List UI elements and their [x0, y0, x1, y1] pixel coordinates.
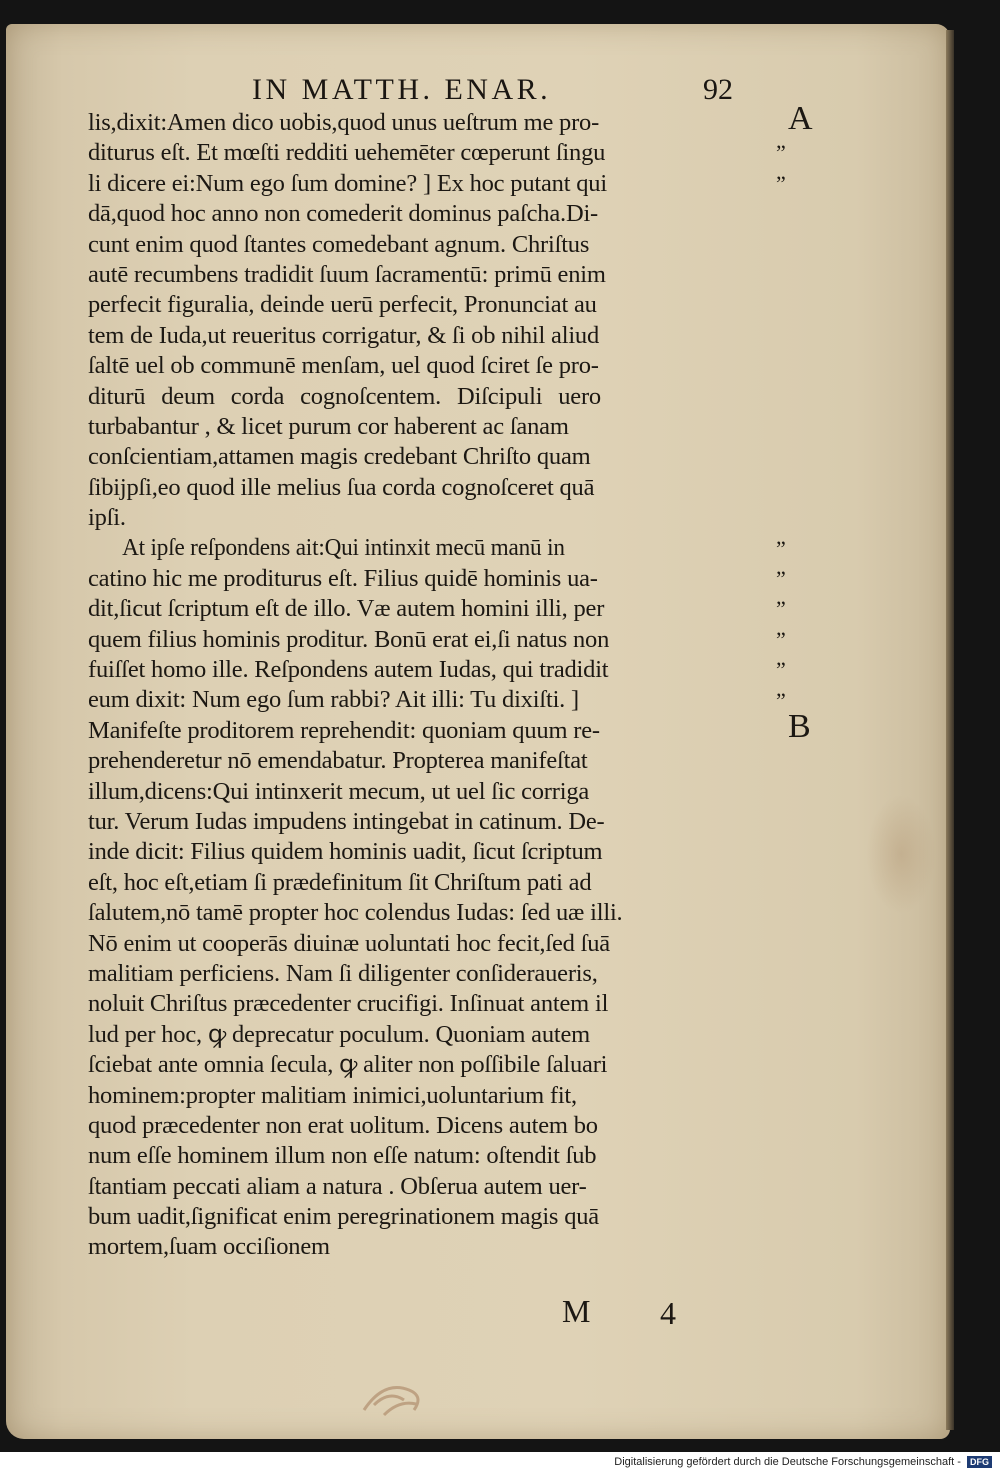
text-line: turbabantur , & licet purum cor haberent ac ſanam — [88, 412, 569, 440]
text-line: diturus eſt. Et mœſti redditi uehemēter cœperunt ſingu — [88, 139, 606, 167]
quire-number: 4 — [660, 1295, 676, 1331]
text-line: ſtantiam peccati aliam a natura . Obſerua autem uer- — [88, 1172, 587, 1200]
text-line: fuiſſet homo ille. Reſpondens autem Iudas, qui tradidit — [88, 656, 609, 684]
signature-mark: M — [562, 1293, 591, 1329]
main-text-block — [88, 108, 768, 1263]
text-line: bum uadit,ſignificat enim peregrinationem magis quā — [88, 1203, 599, 1231]
text-line: malitiam perficiens. Nam ſi diligenter conſideraueris, — [88, 959, 598, 987]
credit-text: Digitalisierung gefördert durch die Deutsche Forschungsgemeinschaft - — [614, 1456, 961, 1468]
quotation-mark: ” — [776, 596, 786, 622]
text-line: ipſi. — [88, 504, 126, 532]
page-edge-shadow — [946, 30, 954, 1430]
quotation-mark: ” — [776, 657, 786, 683]
quotation-mark: ” — [776, 687, 786, 713]
text-line: conſcientiam,attamen magis credebant Chriſto quam — [88, 443, 591, 471]
text-line: dit,ſicut ſcriptum eſt de illo. Væ autem homini illi, per — [88, 595, 605, 623]
text-line: quem filius hominis proditur. Bonū erat ei,ſi natus non — [88, 625, 610, 653]
text-line: At ipſe reſpondens ait:Qui intinxit mecū manū in — [122, 534, 565, 562]
text-line: ſaltē uel ob communē menſam, uel quod ſciret ſe pro- — [88, 352, 599, 380]
text-line: Nō enim ut cooperās diuinæ uoluntati hoc fecit,ſed ſuā — [88, 929, 610, 957]
text-line: inde dicit: Filius quidem hominis uadit, ſicut ſcriptum — [88, 838, 603, 866]
text-line: cunt enim quod ſtantes comedebant agnum. Chriſtus — [88, 230, 590, 258]
quotation-mark: ” — [776, 535, 786, 561]
text-line: Manifeſte proditorem reprehendit: quoniam quum re- — [88, 716, 600, 744]
text-line: eum dixit: Num ego ſum rabbi? Ait illi: Tu dixiſti. ] — [88, 686, 579, 714]
text-line: perfecit figuralia, deinde uerū perfecit, Pronunciat au — [88, 291, 597, 319]
text-line: ſciebat ante omnia ſecula, ꝙ aliter non poſſibile ſaluari — [88, 1051, 608, 1079]
text-line: lis,dixit:Amen dico uobis,quod unus ueſtrum me pro- — [88, 109, 600, 136]
text-line: ſibijpſi,eo quod ille melius ſua corda cognoſceret quā — [88, 473, 595, 501]
text-line: tem de Iuda,ut reueritus corrigatur, & ſi ob nihil aliud — [88, 321, 600, 349]
text-line: num eſſe hominem illum non eſſe natum: oſtendit ſub — [88, 1142, 597, 1170]
text-line: diturū deum corda cognoſcentem. Diſcipuli uero — [88, 382, 601, 410]
text-line: noluit Chriſtus præcedenter crucifigi. Inſinuat antem il — [88, 990, 609, 1018]
dfg-logo-icon: DFG — [967, 1456, 992, 1468]
text-line: li dicere ei:Num ego ſum domine? ] Ex hoc putant qui — [88, 169, 607, 197]
quotation-mark: ” — [776, 566, 786, 591]
ornament-icon — [354, 1360, 434, 1420]
text-line: prehenderetur nō emendabatur. Propterea manifeſtat — [88, 747, 588, 775]
digitization-credit — [614, 1456, 992, 1468]
text-line: catino hic me proditurus eſt. Filius quidē hominis ua- — [88, 564, 598, 592]
quotation-mark: ” — [776, 626, 786, 652]
quotation-mark: ” — [776, 140, 786, 166]
text-line: tur. Verum Iudas impudens intingebat in catinum. De- — [88, 807, 605, 835]
section-letter: A — [788, 100, 813, 137]
running-head: IN MATTH. ENAR. — [252, 73, 552, 106]
page-footer — [0, 1293, 1000, 1337]
text-line: autē recumbens tradidit ſuum ſacramentū: primū enim — [88, 260, 606, 288]
text-line: hominem:propter malitiam inimici,uoluntarium fit, — [88, 1081, 577, 1109]
text-line: quod præcedenter non erat uolitum. Dicens autem bo — [88, 1111, 598, 1139]
quotation-mark: ” — [776, 170, 786, 196]
text-line: illum,dicens:Qui intinxerit mecum, ut uel ſic corriga — [88, 777, 590, 805]
text-line: eſt, hoc eſt,etiam ſi prædefinitum ſit Chriſtum pati ad — [88, 868, 592, 896]
section-letter: B — [788, 708, 811, 745]
text-line: dā,quod hoc anno non comederit dominus paſcha.Di- — [88, 200, 599, 228]
text-line: mortem,ſuam occiſionem — [88, 1233, 330, 1261]
text-line: ſalutem,nō tamē propter hoc colendus Iudas: ſed uæ illi. — [88, 899, 623, 927]
folio-number: 92 — [703, 73, 733, 106]
text-line: lud per hoc, ꝙ deprecatur poculum. Quoniam autem — [88, 1020, 591, 1048]
